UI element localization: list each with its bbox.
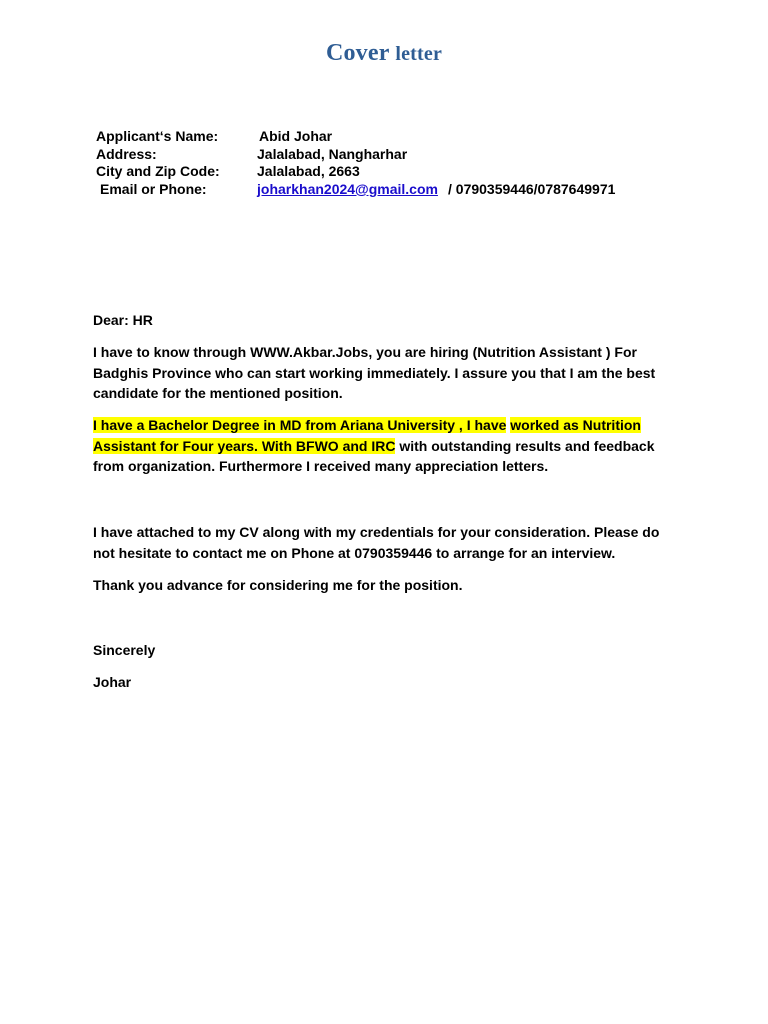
closing-text: Sincerely — [93, 642, 156, 658]
title-word-cover: Cover — [325, 40, 390, 66]
paragraph-1-text: I have to know through WWW.Akbar.Jobs, you are hiring (Nutrition Assistant ) For Badghis Province who can start working immediately. I assure you that I am the best candidate for the mentioned position. — [93, 344, 656, 401]
address-label: Address: — [96, 145, 157, 162]
paragraph-4 — [93, 575, 678, 596]
paragraph-3-text: I have attached to my CV along with my credentials for your consideration. Please do not hesitate to contact me on Phone at 0790359446 to arrange for an interview. — [93, 524, 660, 561]
title-word-letter: letter — [395, 43, 443, 65]
city-label: City and Zip Code: — [96, 163, 220, 180]
paragraph-3 — [93, 522, 678, 563]
highlight-degree: I have a Bachelor Degree in MD from Ariana University , I have — [93, 417, 507, 433]
paragraph-4-text: Thank you advance for considering me for the position. — [93, 577, 463, 593]
paragraph-2-text — [93, 415, 678, 477]
paragraph-2 — [93, 415, 678, 477]
highlight-experience: worked as Nutrition Assistant for Four years. With BFWO and IRC — [93, 417, 641, 454]
name-value: Abid Johar — [259, 128, 333, 144]
contact-label: Email or Phone: — [100, 180, 207, 197]
phone-value: / 0790359446/0787649971 — [448, 180, 616, 197]
paragraph-1 — [93, 342, 678, 404]
signature-text: Johar — [93, 674, 132, 690]
signature — [93, 672, 678, 693]
name-label: Applicant‘s Name: — [96, 128, 219, 144]
salutation-text: Dear: HR — [93, 312, 153, 328]
city-value: Jalalabad, 2663 — [257, 163, 360, 180]
closing — [93, 640, 678, 661]
address-value: Jalalabad, Nangharhar — [257, 145, 408, 162]
paragraph-2-rest: with outstanding results and feedback from organization. Furthermore I received many appreciation letters. — [93, 437, 655, 474]
email-link[interactable]: joharkhan2024@gmail.com — [257, 180, 438, 197]
page-title — [0, 40, 768, 67]
salutation — [93, 310, 678, 331]
